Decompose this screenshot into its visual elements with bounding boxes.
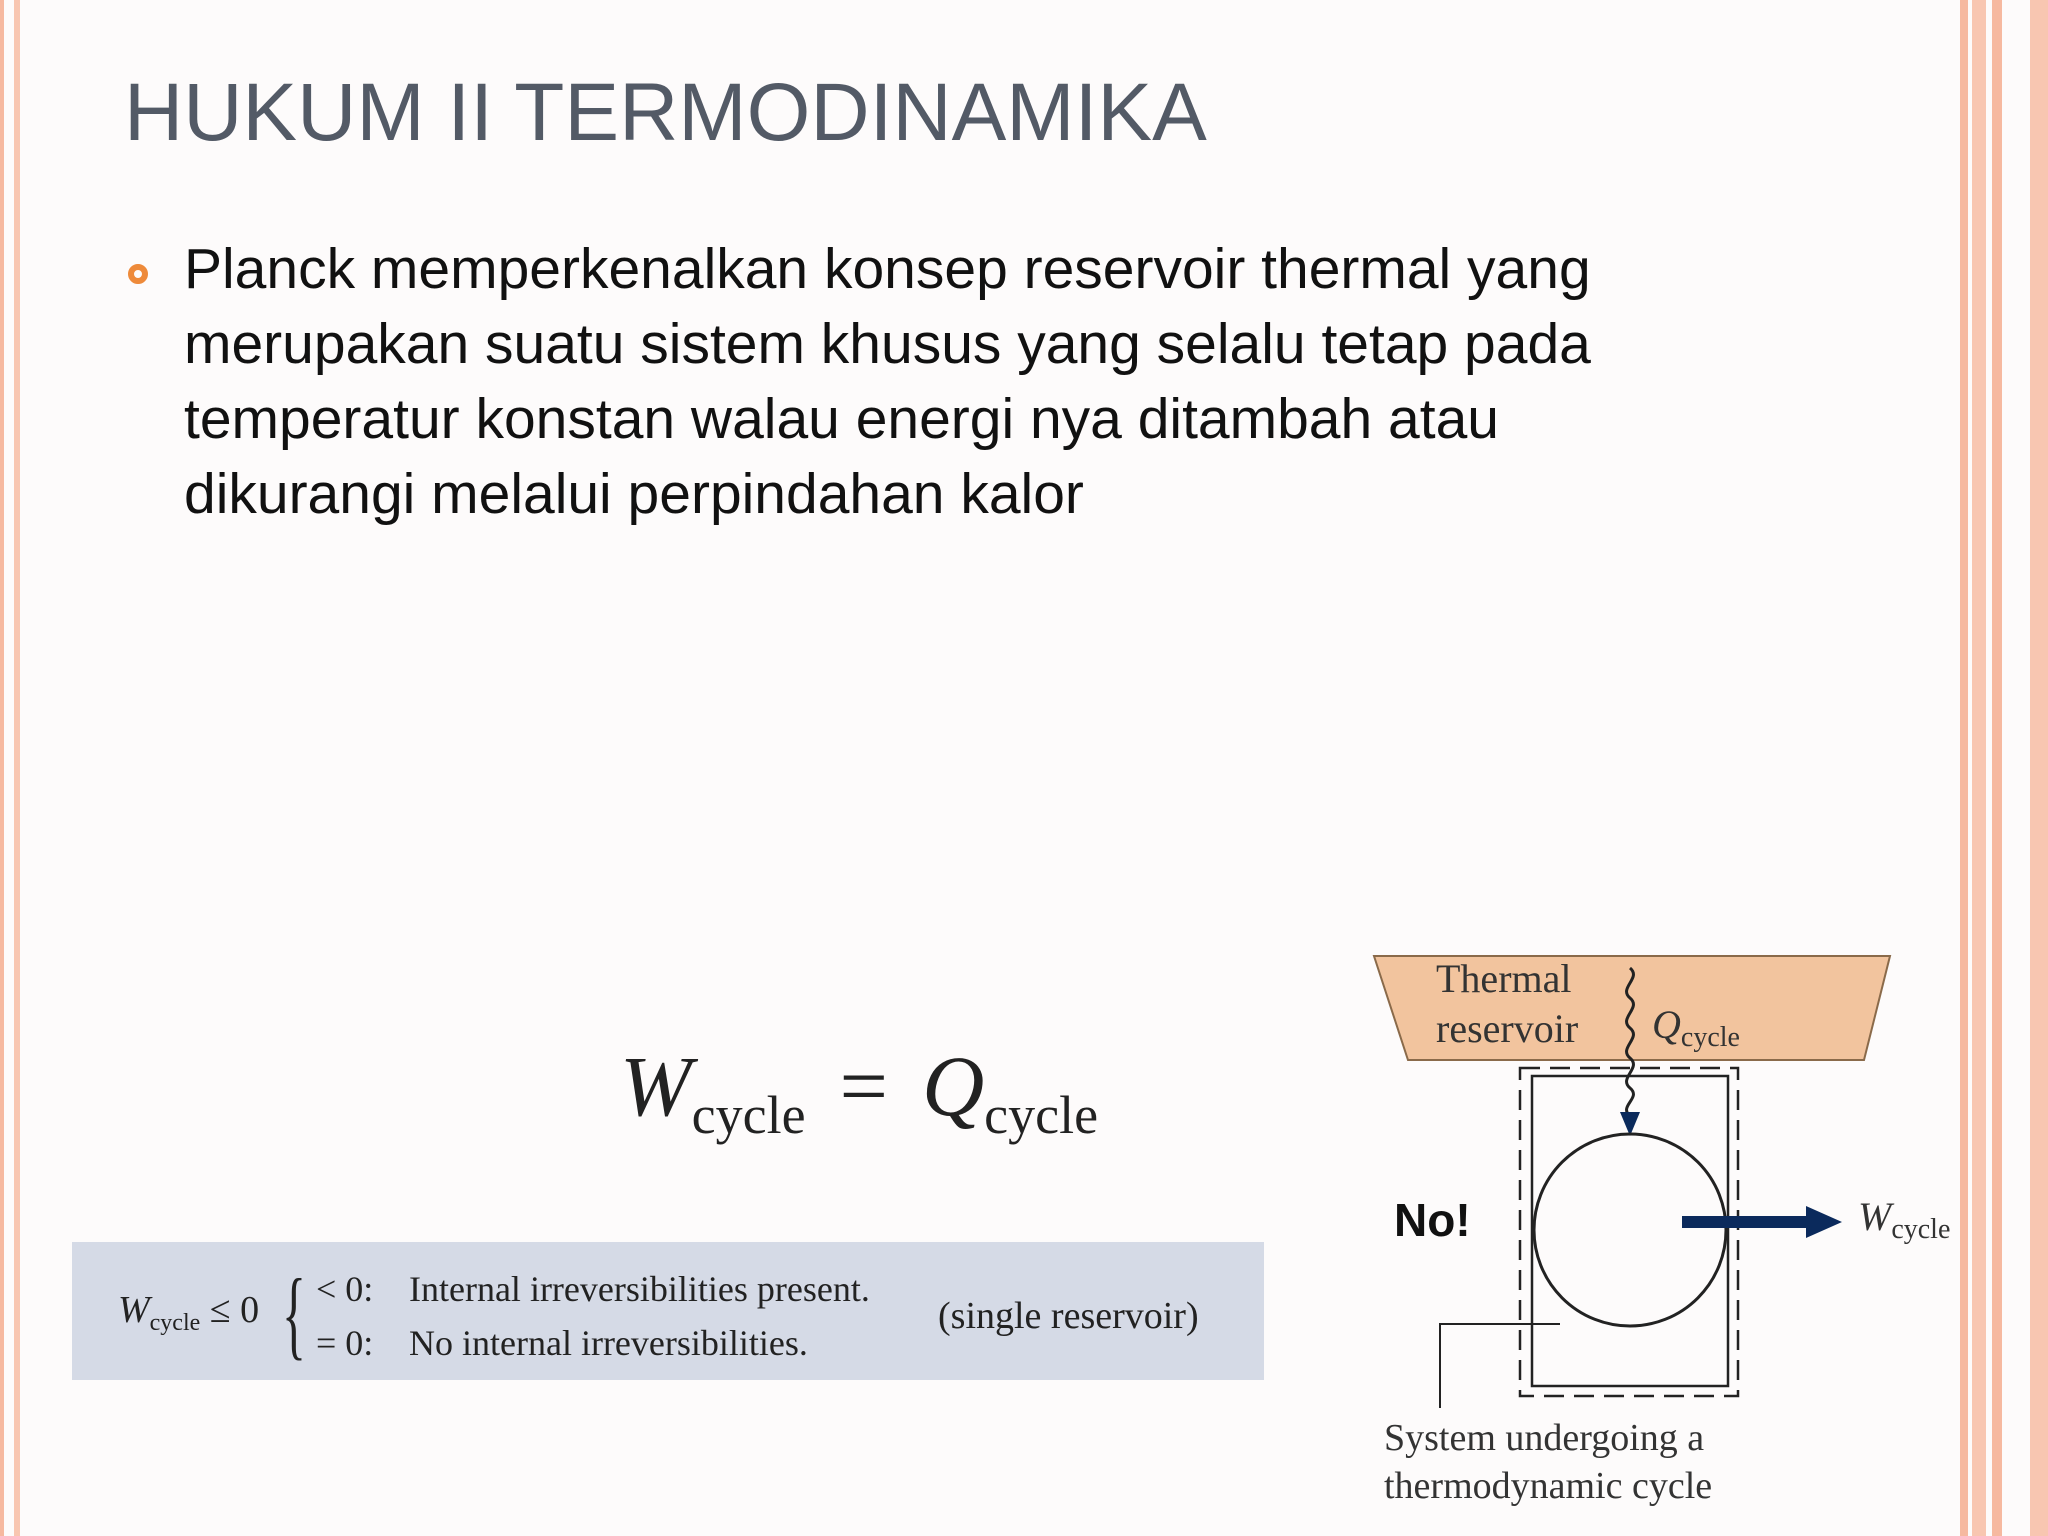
right-decor-bar-2 xyxy=(1972,0,1986,1536)
caption-line2: thermodynamic cycle xyxy=(1384,1465,1713,1507)
reservoir-label-line1: Thermal xyxy=(1436,956,1572,1001)
work-label xyxy=(1858,1194,1950,1245)
no-label: No! xyxy=(1394,1194,1471,1246)
criteria-row-condition: < 0: xyxy=(316,1269,374,1309)
criteria-lhs-relation: ≤ 0 xyxy=(209,1289,260,1331)
criteria-row xyxy=(316,1268,870,1310)
right-decor-bar-3 xyxy=(1992,0,2002,1536)
heat-arrowhead-icon xyxy=(1620,1112,1640,1136)
criteria-row-condition: = 0: xyxy=(316,1323,374,1363)
heat-label-sub: cycle xyxy=(1680,1022,1740,1053)
equation-rhs-var: Q xyxy=(922,1038,985,1134)
right-decor-bar-4 xyxy=(2030,0,2048,1536)
criteria-row-description: No internal irreversibilities. xyxy=(409,1323,808,1363)
equation-lhs-sub: cycle xyxy=(691,1085,806,1145)
criteria-row-description: Internal irreversibilities present. xyxy=(409,1269,870,1309)
left-decor-bar xyxy=(0,0,4,1536)
criteria-note: (single reservoir) xyxy=(938,1295,1199,1337)
heat-label-var: Q xyxy=(1652,1002,1681,1047)
hollow-circle-bullet-icon xyxy=(128,264,148,284)
equation-w-equals-q xyxy=(620,1036,1099,1145)
criteria-lhs-sub: cycle xyxy=(149,1310,201,1336)
caption-leader-line xyxy=(1440,1324,1560,1408)
criteria-lhs xyxy=(118,1288,260,1336)
work-label-var: W xyxy=(1858,1194,1892,1239)
equation-equals: = xyxy=(839,1038,889,1134)
thermal-reservoir-diagram xyxy=(1360,950,1960,1510)
right-decor-bar-1 xyxy=(1960,0,1968,1536)
criteria-box xyxy=(72,1242,1264,1380)
left-decor-bar-inner xyxy=(14,0,20,1536)
equation-lhs-var: W xyxy=(620,1038,692,1134)
caption-line1: System undergoing a xyxy=(1384,1417,1705,1459)
cycle-circle xyxy=(1534,1134,1726,1326)
criteria-lhs-var: W xyxy=(118,1289,150,1331)
work-arrowhead-icon xyxy=(1806,1206,1842,1238)
slide-title: HUKUM II TERMODINAMIKA xyxy=(124,67,1207,158)
criteria-brace: { xyxy=(282,1258,306,1369)
equation-rhs-sub: cycle xyxy=(984,1085,1099,1145)
criteria-row xyxy=(316,1322,808,1364)
work-label-sub: cycle xyxy=(1891,1214,1951,1245)
bullet-text: Planck memperkenalkan konsep reservoir thermal yang merupakan suatu sistem khusus yang selalu tetap pada temperatur konstan walau energi nya ditambah atau dikurangi melalui perpindahan kalor xyxy=(184,237,1591,526)
reservoir-label-line2: reservoir xyxy=(1436,1006,1579,1051)
